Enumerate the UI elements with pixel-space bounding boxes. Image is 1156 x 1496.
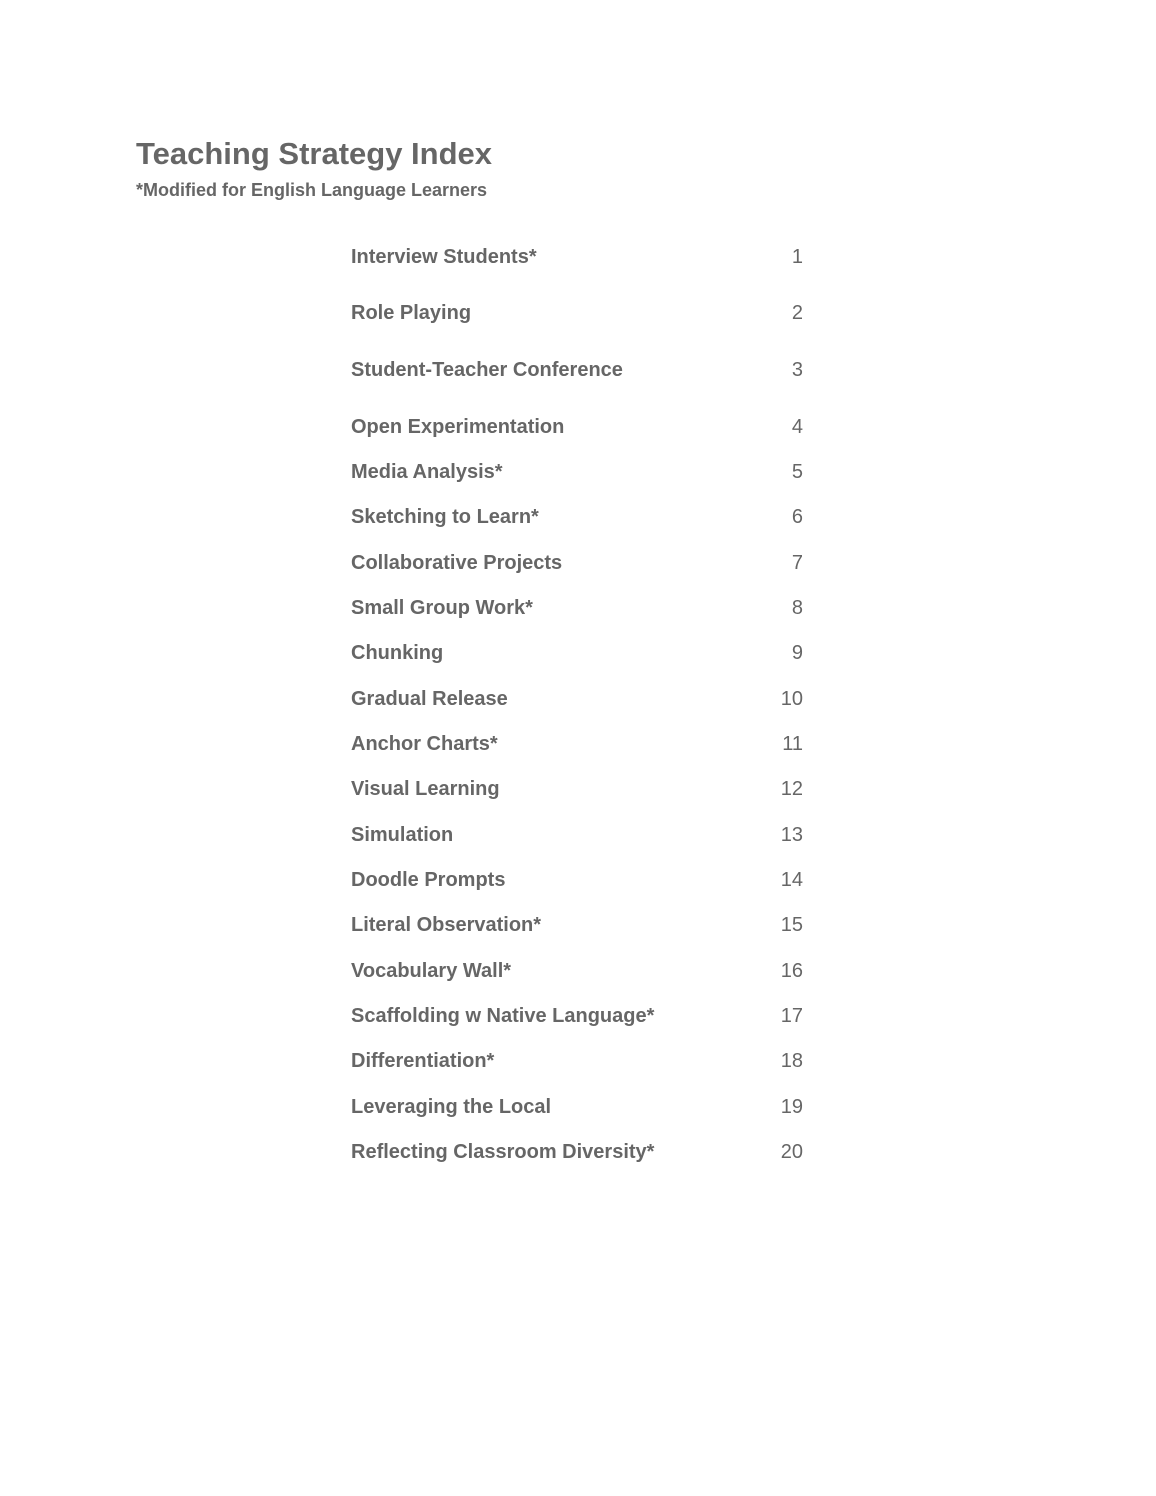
toc-entry-page: 15 — [780, 914, 803, 936]
toc-entry-title: Doodle Prompts — [351, 869, 506, 891]
toc-entry[interactable] — [351, 957, 805, 985]
toc-entry[interactable] — [351, 730, 805, 758]
toc-entry-title: Differentiation* — [351, 1050, 495, 1072]
toc-entry[interactable] — [351, 775, 805, 803]
toc-entry-title: Sketching to Learn* — [351, 506, 539, 528]
toc-entry-title: Role Playing — [351, 302, 472, 324]
toc-entry[interactable] — [351, 299, 805, 327]
toc-entry[interactable] — [351, 458, 805, 486]
toc-entry[interactable] — [351, 821, 805, 849]
toc-entry-title: Small Group Work* — [351, 597, 533, 619]
toc-entry-page: 16 — [780, 960, 803, 982]
toc-entry[interactable] — [351, 1138, 805, 1166]
toc-entry-title: Leveraging the Local — [351, 1096, 552, 1118]
toc-entry-page: 12 — [780, 778, 803, 800]
toc-entry-page: 19 — [780, 1096, 803, 1118]
toc-entry-title: Vocabulary Wall* — [351, 960, 512, 982]
toc-entry-title: Simulation — [351, 824, 454, 846]
toc-entry-title: Chunking — [351, 642, 444, 664]
toc-entry-page: 14 — [780, 869, 803, 891]
toc-entry[interactable] — [351, 911, 805, 939]
page-subtitle: *Modified for English Language Learners — [136, 180, 488, 200]
toc-entry-page: 13 — [780, 824, 803, 846]
toc-entry[interactable] — [351, 1002, 805, 1030]
toc-entry-page: 18 — [780, 1050, 803, 1072]
toc-entry-title: Gradual Release — [351, 688, 508, 710]
toc-entry[interactable] — [351, 356, 805, 384]
toc-entry-title: Visual Learning — [351, 778, 500, 800]
toc-entry-title: Open Experimentation — [351, 416, 565, 438]
toc-entry[interactable] — [351, 243, 805, 271]
toc-entry-page: 2 — [791, 302, 803, 324]
toc-entry-page: 17 — [780, 1005, 803, 1027]
toc-entry-title: Media Analysis* — [351, 461, 503, 483]
toc-entry[interactable] — [351, 1093, 805, 1121]
toc-entry-title: Student-Teacher Conference — [351, 359, 623, 381]
strategy-index-list — [351, 0, 805, 1496]
toc-entry-page: 10 — [780, 688, 803, 710]
toc-entry-title: Literal Observation* — [351, 914, 542, 936]
toc-entry[interactable] — [351, 594, 805, 622]
toc-entry-page: 5 — [791, 461, 803, 483]
toc-entry-page: 11 — [782, 733, 803, 755]
toc-entry-page: 20 — [780, 1141, 803, 1163]
toc-entry-page: 4 — [791, 416, 803, 438]
toc-entry[interactable] — [351, 503, 805, 531]
toc-entry-title: Reflecting Classroom Diversity* — [351, 1141, 655, 1163]
toc-entry-page: 7 — [791, 552, 803, 574]
toc-entry-title: Collaborative Projects — [351, 552, 563, 574]
toc-entry-title: Anchor Charts* — [351, 733, 498, 755]
toc-entry[interactable] — [351, 866, 805, 894]
toc-entry-page: 6 — [791, 506, 803, 528]
toc-entry-page: 3 — [791, 359, 803, 381]
toc-entry-page: 1 — [791, 246, 803, 268]
page-title: Teaching Strategy Index — [136, 136, 493, 171]
toc-entry[interactable] — [351, 685, 805, 713]
toc-entry[interactable] — [351, 549, 805, 577]
toc-entry-title: Interview Students* — [351, 246, 537, 268]
toc-entry-page: 8 — [791, 597, 803, 619]
toc-entry-title: Scaffolding w Native Language* — [351, 1005, 655, 1027]
toc-entry[interactable] — [351, 1047, 805, 1075]
toc-entry-page: 9 — [791, 642, 803, 664]
toc-entry[interactable] — [351, 413, 805, 441]
toc-entry[interactable] — [351, 639, 805, 667]
